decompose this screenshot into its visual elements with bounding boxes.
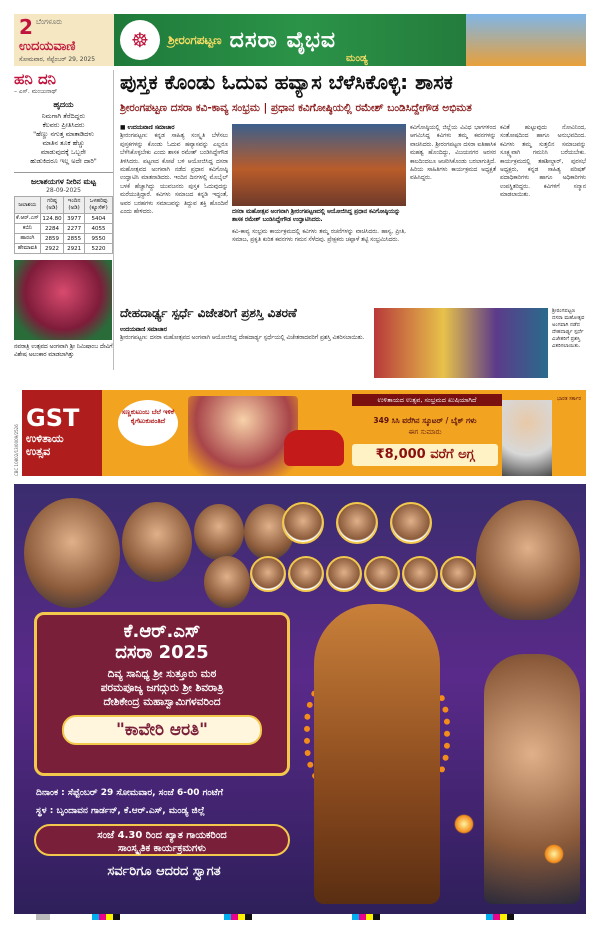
gst-logo: [26, 404, 100, 458]
honey-drop-title: ಹನಿ ದನಿ: [14, 70, 56, 88]
poem-title: ಹೃದಯ: [53, 100, 74, 109]
government-emblem-icon: ಭಾರತ ಸರ್ಕಾರ: [557, 396, 581, 402]
newspaper-page: [14, 14, 586, 914]
table-header: ಗರಿಷ್ಠ (ಅಡಿ): [40, 197, 63, 214]
main-story-column-1: [120, 124, 228, 304]
gst-top-banner: ಉಳಿತಾಯದ ಉತ್ಸವ, ಸಂಭ್ರಮದ ಖುಷಿಯಾಗಿದೆ: [352, 394, 502, 406]
print-color-bar: [92, 914, 120, 920]
cultural-program-banner: [34, 824, 290, 856]
water-level-title: ಜಲಾಶಯಗಳ ನೀರಿನ ಮಟ್ಟ: [30, 177, 97, 186]
table-row: [15, 214, 113, 224]
article-text: ಕವಿಗೋಷ್ಠಿಯಲ್ಲಿ ಜಿಲ್ಲೆಯ ವಿವಿಧ ಭಾಗಗಳಿಂದ ಆಗಮಿಸಿದ್ದ ಕವಿಗಳು ತಮ್ಮ ಕವನಗಳನ್ನು ವಾಚಿಸಿದರು. ಶ್ರೀರಂಗಪಟ್ಟಣ ದಸರಾ ಐತಿಹಾಸಿಕ ಮಹತ್ವ ಹೊಂದಿದ್ದು, ವಿಜಯನಗರ ಅರಸರ ಕಾಲದಿಂದಲೂ ಆಚರಿಸಿಕೊಂಡು ಬರಲಾಗುತ್ತಿದೆ. ಹಿರಿಯ ಸಾಹಿತಿಗಳು ಕಾರ್ಯಕ್ರಮದ ಅಧ್ಯಕ್ಷತೆ ವಹಿಸಿದ್ದರು.: [410, 125, 496, 182]
table-header-row: [15, 197, 113, 214]
dasara-banner: [114, 14, 586, 66]
article-text: ಶ್ರೀರಂಗಪಟ್ಟಣ: ದಸರಾ ಮಹೋತ್ಸವದ ಅಂಗವಾಗಿ ಆಯೋಜಿಸಿದ್ದ ದೇಹದಾರ್ಢ್ಯ ಸ್ಪರ್ಧೆಯಲ್ಲಿ ವಿಜೇತರಾದವರಿಗೆ ಪ್ರಶಸ್ತಿ ವಿತರಿಸಲಾಯಿತು.: [120, 335, 365, 342]
goddess-photo: [14, 260, 112, 340]
main-story-column-3: [410, 124, 496, 304]
honey-drop-author: – ಎಸ್. ಮಂಜುನಾಥ್: [14, 88, 58, 95]
left-column: [14, 70, 114, 370]
divider: [14, 172, 113, 173]
article-text: ಕವಿತೆ ಹುಟ್ಟುವುದು ನೋವಿನಿಂದ, ಸಂತೋಷದಿಂದ ಹಾಗೂ ಅನುಭವದಿಂದ. ಕವಿಗಳು ತಮ್ಮ ಸುತ್ತಲಿನ ಸಮಾಜವನ್ನು ಸೂಕ್ಷ್ಮವಾಗಿ ಗಮನಿಸಿ ಬರೆಯಬೇಕು. ಕಾರ್ಯಕ್ರಮದಲ್ಲಿ ತಹಶೀಲ್ದಾರ್, ಪುರಸಭೆ ಅಧ್ಯಕ್ಷರು, ಕನ್ನಡ ಸಾಹಿತ್ಯ ಪರಿಷತ್ ಪದಾಧಿಕಾರಿಗಳು ಹಾಗೂ ಅಧಿಕಾರಿಗಳು ಉಪಸ್ಥಿತರಿದ್ದರು. ಕವಿಗಳಿಗೆ ಸನ್ಮಾನ ಮಾಡಲಾಯಿತು.: [500, 125, 586, 199]
dignitary-portrait: [402, 556, 438, 592]
article-text: ಕವಿ-ಕಾವ್ಯ ಸಂಭ್ರಮ ಕಾರ್ಯಕ್ರಮದಲ್ಲಿ ಕವಿಗಳು ತಮ್ಮ ರಚನೆಗಳನ್ನು ವಾಚಿಸಿದರು. ಹಾಸ್ಯ, ಪ್ರೀತಿ, ಸಮಾಜ, ಪ್ರಕೃತಿ ಕುರಿತ ಕವನಗಳು ಗಮನ ಸೆಳೆದವು. ಪ್ರೇಕ್ಷಕರು ಚಪ್ಪಾಳೆ ತಟ್ಟಿ ಸಂಭ್ರಮಿಸಿದರು.: [232, 229, 406, 244]
article-text: ಶ್ರೀರಂಗಪಟ್ಟಣ: ಕನ್ನಡ ಸಾಹಿತ್ಯ ಸಂಸ್ಕೃತಿ ಬೆಳೆಸಲು ಪುಸ್ತಕಗಳನ್ನು ಕೊಂಡು ಓದುವ ಹವ್ಯಾಸವನ್ನು ಎಲ್ಲರೂ ಬೆಳೆಸಿಕೊಳ್ಳಬೇಕು ಎಂದು ಶಾಸಕ ರಮೇಶ್ ಬಂಡಿಸಿದ್ದೇಗೌಡ ತಿಳಿಸಿದರು. ಪಟ್ಟಣದ ಕೋಟೆ ಬಳಿ ಆಯೋಜಿಸಿದ್ದ ದಸರಾ ಮಹೋತ್ಸವದ ಅಂಗವಾಗಿ ನಡೆದ ಪ್ರಧಾನ ಕವಿಗೋಷ್ಠಿ ಉದ್ಘಾಟಿಸಿ ಮಾತನಾಡಿದರು. ಇಂದಿನ ದಿನಗಳಲ್ಲಿ ಮೊಬೈಲ್ ಬಳಕೆ ಹೆಚ್ಚಾಗಿದ್ದು ಯುವಜನರು ಪುಸ್ತಕ ಓದುವುದನ್ನು ಮರೆಯುತ್ತಿದ್ದಾರೆ. ಕವಿಗಳು ಸಮಾಜದ ಕನ್ನಡಿ ಇದ್ದಂತೆ, ಅವರ ಬರಹಗಳು ಸಮಾಜವನ್ನು ತಿದ್ದುವ ಶಕ್ತಿ ಹೊಂದಿವೆ ಎಂದು ಹೇಳಿದರು.: [120, 133, 228, 216]
table-cell: 5404: [85, 214, 113, 224]
leader-portrait: [194, 504, 244, 560]
presence-line: ಪರಮಪೂಜ್ಯ ಜಗದ್ಗುರು ಶ್ರೀ ಶಿವರಾತ್ರಿ: [100, 682, 224, 694]
print-color-bar: [352, 914, 380, 920]
page-number: 2: [19, 15, 33, 39]
cauvery-statue-image: [314, 604, 440, 904]
motorbike-image: [284, 430, 344, 466]
print-color-bar: [224, 914, 252, 920]
cultural-line: ಸಂಜೆ 4.30 ರಿಂದ ಖ್ಯಾತ ಗಾಯಕರಿಂದ: [97, 830, 227, 841]
main-headline: ಪುಸ್ತಕ ಕೊಂಡು ಓದುವ ಹವ್ಯಾಸ ಬೆಳೆಸಿಕೊಳ್ಳಿ: ಶಾಸಕ: [120, 70, 453, 94]
lamp-flame-icon: [544, 844, 564, 864]
table-header: ಇಂದಿನ (ಅಡಿ): [64, 197, 85, 214]
swamiji-portrait: [390, 502, 432, 544]
table-cell: 5220: [85, 244, 113, 254]
poets-meet-photo: [232, 124, 406, 206]
gst-logo-savings: ಉಳಿತಾಯ: [26, 432, 64, 445]
presence-line: ದಿವ್ಯ ಸಾನಿಧ್ಯ ಶ್ರೀ ಸುತ್ತೂರು ಮಠ: [107, 668, 217, 680]
swamiji-portrait: [336, 502, 378, 544]
table-cell: 124.80: [40, 214, 63, 224]
bodybuilding-caption: ಶ್ರೀರಂಗಪಟ್ಟಣ ದಸರಾ ಮಹೋತ್ಸವ ಅಂಗವಾಗಿ ನಡೆದ ದೇಹದಾರ್ಢ್ಯ ಸ್ಪರ್ಧೆ ವಿಜೇತರಿಗೆ ಪ್ರಶಸ್ತಿ ವಿತರಿಸಲಾಯಿತು.: [552, 308, 585, 349]
swamiji-large-portrait: [476, 500, 580, 620]
issue-date: ಸೋಮವಾರ, ಸೆಪ್ಟೆಂಬರ್ 29, 2025: [19, 56, 96, 63]
dignitary-portrait: [250, 556, 286, 592]
gst-price-badge: ₹8,000 ವರೆಗೆ ಅಗ್ಗ: [352, 444, 498, 466]
table-cell: ಹೇಮಾವತಿ: [15, 244, 41, 254]
table-cell: 2922: [40, 244, 63, 254]
table-cell: 3977: [64, 214, 85, 224]
table-cell: ಹಾರಂಗಿ: [15, 234, 41, 244]
event-title: ಕೆ.ಆರ್.ಎಸ್: [123, 621, 201, 642]
byline: ಉದಯವಾಣಿ ಸಮಾಚಾರ: [120, 327, 167, 333]
speech-bubble: ಸಣ್ಣಕುಟುಂಬ ಬೆಲೆ ಇಳಿಕೆ ಕೈಗೆಟುಕುವಂತಿದೆ: [118, 400, 178, 446]
print-color-bar: [36, 914, 50, 920]
krs-dasara-advertisement: [14, 484, 586, 914]
gst-logo-text: GST: [26, 404, 80, 432]
goddess-caption: ನವರಾತ್ರಿ ಉತ್ಸವದ ಅಂಗವಾಗಿ ಶ್ರೀ ನಿಮಿಷಾಂಬ ದೇವಿಗೆ ವಿಶೇಷ ಅಲಂಕಾರ ಮಾಡಲಾಗಿತ್ತು: [14, 344, 113, 358]
gst-advertisement: [22, 390, 586, 476]
main-story-column-4: [500, 124, 586, 304]
cauvery-aarati-title: "ಕಾವೇರಿ ಆರತಿ": [62, 715, 262, 745]
dignitary-portrait: [440, 556, 476, 592]
table-cell: 2284: [40, 224, 63, 234]
table-header: ಜಲಾಶಯ: [15, 197, 41, 214]
temple-logo-icon: ☸: [120, 20, 160, 60]
leader-portrait: [122, 502, 192, 582]
leader-portrait: [204, 556, 250, 608]
banner-title: ದಸರಾ ವೈಭವ: [229, 27, 337, 53]
table-cell: 4055: [85, 224, 113, 234]
lamp-flame-icon: [454, 814, 474, 834]
cultural-line: ಸಾಂಸ್ಕೃತಿಕ ಕಾರ್ಯಕ್ರಮಗಳು: [118, 843, 206, 854]
paper-name: ಉದಯವಾಣಿ: [19, 39, 76, 54]
table-cell: 2277: [64, 224, 85, 234]
masthead: [14, 14, 586, 66]
page-info: [14, 14, 114, 66]
table-cell: 9550: [85, 234, 113, 244]
table-row: [15, 224, 113, 234]
table-cell: ಕೆ.ಆರ್.ಎಸ್: [15, 214, 41, 224]
family-image: [188, 396, 298, 476]
swamiji-portrait: [282, 502, 324, 544]
poem-text: ನಿಮಗಾಗಿ ತೆರೆದಿದ್ದರು ಕೆಲವರು ಪ್ರೀತಿಸಿದರು "ಹೆಣ್ಣು ನಗುತ್ತ ಮಾತಾಡಿದಳು ಮಾತಿನ ತೂಕ ಹೆಚ್ಚು ಮಾಡುವುದಕ್ಕೆ ಒಬ್ಬರೇ ಹುಡುಕಿದರೂ ಇಲ್ಲ ಅದೇ ದಾರಿ": [30, 112, 97, 165]
leader-portrait: [24, 498, 120, 608]
gst-offer-subline: ಈಗ ಸುಮಾರು: [408, 428, 442, 436]
event-venue: ಸ್ಥಳ : ಬೃಂದಾವನ ಗಾರ್ಡನ್, ಕೆ.ಆರ್.ಎಸ್, ಮಂಡ್ಯ ಜಿಲ್ಲೆ: [36, 806, 205, 816]
cbc-code: CBC 10802/13/0009/2526: [14, 424, 19, 476]
print-color-bar: [486, 914, 514, 920]
banner-district: ಮಂಡ್ಯ: [346, 53, 368, 64]
procession-image: [466, 14, 586, 66]
table-cell: 2855: [64, 234, 85, 244]
bodybuilding-photo: [374, 308, 548, 378]
welcome-text: ಸರ್ವರಿಗೂ ಆದರದ ಸ್ವಾಗತ: [107, 864, 221, 879]
gst-logo-festival: ಉತ್ಸವ: [26, 445, 51, 458]
banner-place: ಶ್ರೀರಂಗಪಟ್ಟಣ: [168, 32, 222, 47]
second-story-text: [120, 326, 370, 380]
leader-portrait: [502, 400, 552, 476]
second-headline: ದೇಹದಾರ್ಢ್ಯ ಸ್ಪರ್ಧೆ ವಿಜೇತರಿಗೆ ಪ್ರಶಸ್ತಿ ವಿತರಣೆ: [120, 306, 297, 320]
event-subtitle: ದಸರಾ 2025: [115, 642, 209, 663]
table-header: ಒಳಹರಿವು (ಕ್ಯೂಸೆಕ್): [85, 197, 113, 214]
event-title-panel: [34, 612, 290, 776]
section-name: ಬೆಂಗಳೂರು: [36, 18, 63, 26]
main-story-column-2: [232, 228, 406, 304]
dignitary-portrait: [364, 556, 400, 592]
main-subhead: ಶ್ರೀರಂಗಪಟ್ಟಣ ದಸರಾ ಕವಿ-ಕಾವ್ಯ ಸಂಭ್ರಮ | ಪ್ರಧಾನ ಕವಿಗೋಷ್ಠಿಯಲ್ಲಿ ರಮೇಶ್ ಬಂಡಿಸಿದ್ದೇಗೌಡ ಅಭಿಮತ: [120, 102, 472, 114]
table-cell: 2921: [64, 244, 85, 254]
dignitary-portrait: [288, 556, 324, 592]
water-level-date: 28-09-2025: [46, 187, 81, 194]
byline: ■ ಉದಯವಾಣಿ ಸಮಾಚಾರ: [120, 125, 175, 131]
photo-caption: ದಸರಾ ಮಹೋತ್ಸವ ಅಂಗವಾಗಿ ಶ್ರೀರಂಗಪಟ್ಟಣದಲ್ಲಿ ಆಯೋಜಿಸಿದ್ದ ಪ್ರಧಾನ ಕವಿಗೋಷ್ಠಿಯನ್ನು ಶಾಸಕ ರಮೇಶ್ ಬಂಡಿಸಿದ್ದೇಗೌಡ ಉದ್ಘಾಟಿಸಿದರು.: [232, 209, 401, 223]
leader-performing-aarati: [484, 654, 580, 904]
table-row: [15, 234, 113, 244]
presence-line: ದೇಶಿಕೇಂದ್ರ ಮಹಾಸ್ವಾಮಿಗಳವರಿಂದ: [103, 696, 221, 708]
event-date: ದಿನಾಂಕ : ಸೆಪ್ಟೆಂಬರ್ 29 ಸೋಮವಾರ, ಸಂಜೆ 6-00 ಗಂಟೆಗೆ: [36, 788, 223, 798]
table-cell: 2859: [40, 234, 63, 244]
table-row: [15, 244, 113, 254]
water-level-table: [14, 196, 113, 254]
table-cell: ಕಬಿನಿ: [15, 224, 41, 234]
dignitary-portrait: [326, 556, 362, 592]
gst-offer-line: 349 ಸಿಸಿ ವರೆಗಿನ ಸ್ಕೂಟರ್ / ಬೈಕ್ ಗಳು: [373, 416, 477, 425]
